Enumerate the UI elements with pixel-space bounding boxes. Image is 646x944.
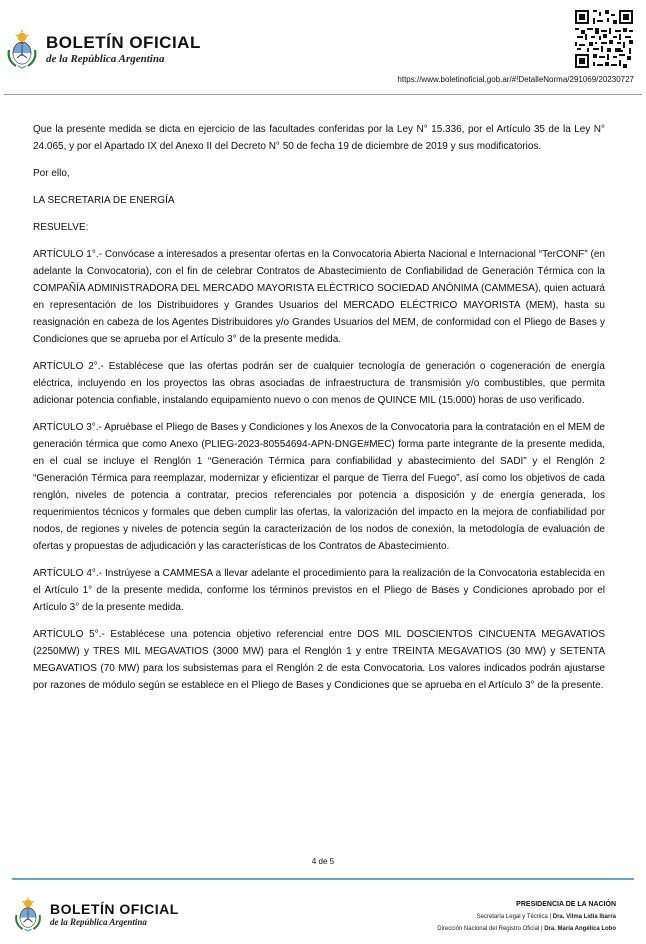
credit-label: Secretaría Legal y Técnica <box>476 914 548 920</box>
article-2: ARTÍCULO 2°.- Establécese que las ofertas podrán ser de cualquier tecnología de generación o cogeneración de energía eléctrica, incluyendo en los proyectos las obras asociadas de infraestructura de transmisión y/o combustibles, que permita adicionar potencia confiable, instalando equipamiento nuevo o con menos de QUINCE MIL (15.000) horas de uso verificado. <box>33 361 605 406</box>
credit-separator: | <box>549 914 552 920</box>
header-divider <box>4 94 642 95</box>
credit-name: Dra. Vilma Lidia Ibarra <box>552 914 616 920</box>
credit-name: Dra. María Angélica Lobo <box>544 926 616 932</box>
credit-label: Dirección Nacional del Registro Oficial <box>437 926 540 932</box>
qr-code-icon[interactable] <box>575 10 633 68</box>
footer-credit-line-2 <box>437 923 616 935</box>
logo-title: BOLETÍN OFICIAL <box>46 32 201 52</box>
paragraph: Por ello, <box>33 168 70 179</box>
paragraph: LA SECRETARIA DE ENERGÍA <box>33 195 175 206</box>
presidency-label: PRESIDENCIA DE LA NACIÓN <box>516 901 616 908</box>
coat-of-arms-icon <box>12 895 44 933</box>
article-5: ARTÍCULO 5°.- Establécese una potencia objetivo referencial entre DOS MIL DOSCIENTOS CINCUENTA MEGAVATIOS (2250MW) y TRES MIL MEGAVATIOS (3000 MW) para el Renglón 1 y entre TREINTA MEGAVATIOS (30 MW) y SETENTA MEGAVATIOS (70 MW) para los subsistemas para el Renglón 2 de esta Convocatoria. Los valores indicados podrán ajustarse por razones de módulo según se establece en el Pliego de Bases y Condiciones que se aprueba en el Artículo 3° de la presente. <box>33 629 605 691</box>
footer-credits <box>437 899 616 935</box>
footer-credit-line-1 <box>437 911 616 923</box>
footer-logo-title: BOLETÍN OFICIAL <box>50 900 179 917</box>
boletin-oficial-logo <box>4 28 201 70</box>
page-header <box>0 0 646 96</box>
credit-separator: | <box>540 926 543 932</box>
paragraph: RESUELVE: <box>33 222 89 233</box>
footer-logo-subtitle: de la República Argentina <box>50 916 147 927</box>
logo-subtitle: de la República Argentina <box>46 52 165 65</box>
document-url[interactable]: https://www.boletinoficial.gob.ar/#!DetalleNorma/291069/20230727 <box>397 75 634 84</box>
document-body <box>33 121 605 704</box>
coat-of-arms-icon <box>4 28 40 70</box>
paragraph: Que la presente medida se dicta en ejercicio de las facultades conferidas por la Ley N° 15.336, por el Artículo 35 de la Ley N° 24.065, y por el Apartado IX del Anexo II del Decreto N° 50 de fecha 19 de diciembre de 2019 y sus modificatorios. <box>33 124 605 152</box>
article-4: ARTÍCULO 4°.- Instrúyese a CAMMESA a llevar adelante el procedimiento para la realización de la Convocatoria establecida en el Artículo 1° de la presente medida, conforme los términos previstos en el Pliego de Bases y Condiciones aprobado por el Artículo 3° de la presente medida. <box>33 568 605 613</box>
article-1: ARTÍCULO 1°.- Convócase a interesados a presentar ofertas en la Convocatoria Abierta Nacional e Internacional “TerCONF” (en adelante la Convocatoria), con el fin de celebrar Contratos de Abastecimiento de Confiabilidad de Generación Térmica con la COMPAÑÍA ADMINISTRADORA DEL MERCADO MAYORISTA ELÉCTRICO SOCIEDAD ANÓNIMA (CAMMESA), quien actuará en representación de los Distribuidores y Grandes Usuarios del MERCADO ELÉCTRICO MAYORISTA (MEM), hasta su reasignación en cabeza de los Agentes Distribuidores y/o Grandes Usuarios del MEM, de conformidad con el Pliego de Bases y Condiciones que se aprueba por el Artículo 3° de la presente medida. <box>33 249 605 345</box>
footer-logo <box>12 895 179 933</box>
article-3: ARTÍCULO 3°.- Apruébase el Pliego de Bases y Condiciones y los Anexos de la Convocatoria para la contratación en el MEM de generación térmica que como Anexo (PLIEG-2023-80554694-APN-DNGE#MEC) forma parte integrante de la presente medida, en el cual se incluye el Renglón 1 “Generación Térmica para confiabilidad y abastecimiento del SADI” y el Renglón 2 “Generación Térmica para reemplazar, modernizar y eficientizar el parque de Tierra del Fuego”, así como los objetivos de cada renglón, niveles de potencia a contratar, precios referenciales por potencia a disposición y de energía generada, los requerimientos técnicos y formales que deben cumplir las ofertas, la valorización del impacto en la mejora de confiabilidad por nodos, de regiones y niveles de potencia según la caracterización de los nodos de conexión, la metodología de evaluación de ofertas y propuestas de adjudicación y las características de los Contratos de Abastecimiento. <box>33 422 605 552</box>
footer-divider <box>12 878 634 880</box>
page-number: 4 de 5 <box>311 857 335 866</box>
